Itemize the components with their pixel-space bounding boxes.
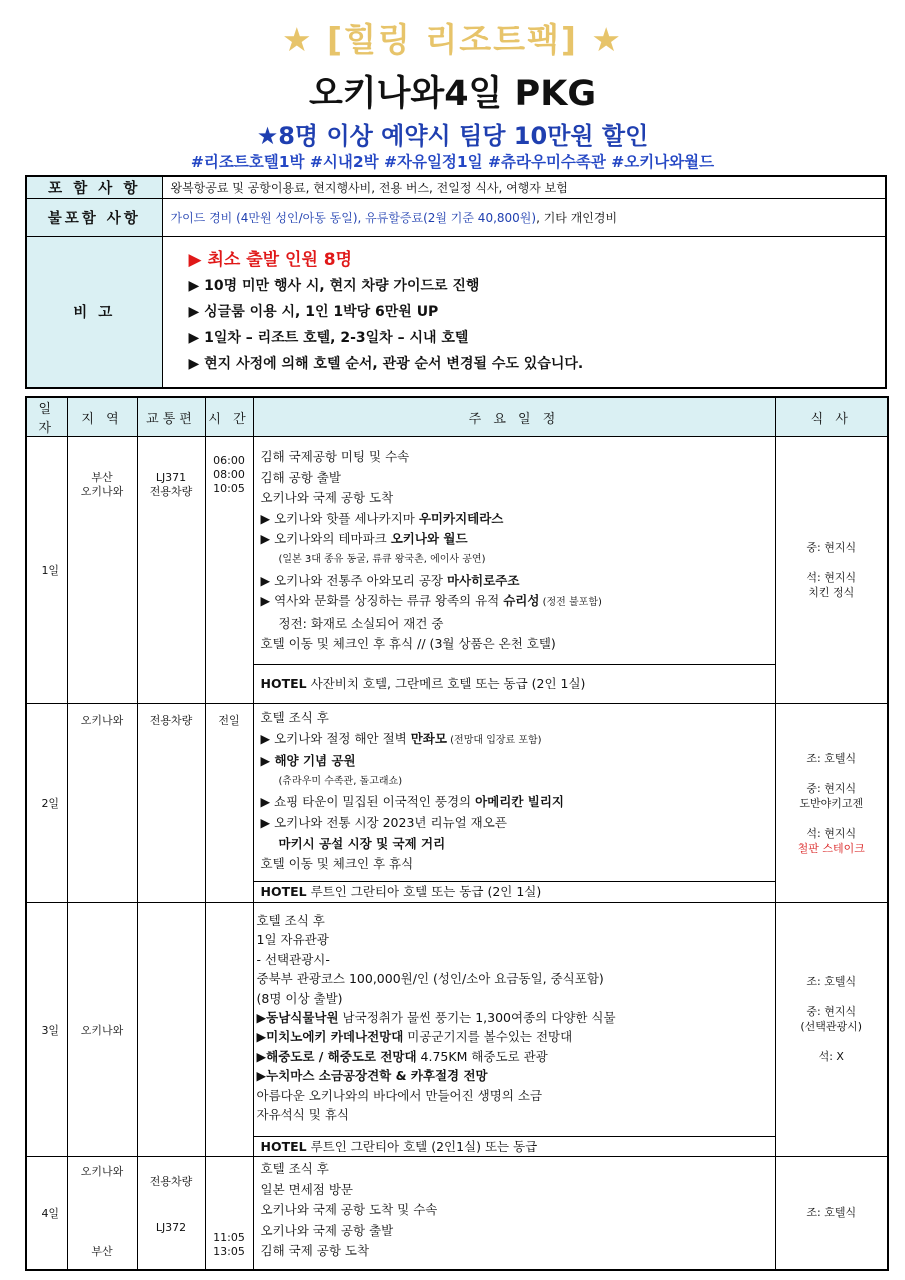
schedule-item: 김해 국제 공항 도착 [260, 1243, 370, 1259]
schedule-item: 호텔 조식 후 [260, 710, 329, 725]
schedule-item: ▶누치마스 소금공장견학 & 카후절경 전망 [256, 1068, 488, 1084]
remarks-list [162, 237, 886, 388]
time-cell [205, 437, 253, 704]
day-label: 3일 [26, 903, 67, 1157]
time-cell [205, 1157, 253, 1270]
meal-cell [775, 704, 888, 903]
meal-detail: 치킨 정식 [808, 586, 855, 599]
info-table [25, 175, 887, 389]
schedule-item: ▶ 역사와 문화를 상징하는 류큐 왕족의 유적 슈리성 (정전 불포함) [260, 593, 602, 609]
time-value: 08:00 [213, 468, 245, 481]
schedule-cell [253, 903, 775, 1157]
remark-item: ▶ 10명 미만 행사 시, 현지 차량 가이드로 진행 [188, 277, 480, 294]
meal-lunch: 중: 현지식 [806, 781, 857, 795]
transport-cell [137, 903, 205, 1157]
schedule-item: 자유석식 및 휴식 [256, 1107, 349, 1123]
meal-breakfast: 조: 호텔식 [806, 1206, 857, 1220]
schedule-note: (일본 3대 종유 동굴, 류큐 왕국촌, 에이사 공연) [278, 553, 486, 565]
schedule-item: 호텔 조식 후 [256, 913, 325, 928]
schedule-cell [253, 704, 775, 903]
day-label: 2일 [26, 704, 67, 903]
schedule-list [254, 911, 775, 1124]
time-cell [205, 903, 253, 1157]
schedule-list [254, 1157, 775, 1262]
col-header-schedule: 주 요 일 정 [253, 397, 775, 437]
schedule-cell [253, 1157, 775, 1270]
schedule-item: 오키나와 국제 공항 출발 [260, 1222, 394, 1238]
package-subtitle: 오키나와4일 PKG [308, 74, 597, 114]
transport-mode: 전용차량 [149, 1175, 193, 1188]
flight-number: LJ371 [155, 471, 187, 484]
day-row-2 [26, 704, 888, 903]
included-text: 왕복항공료 및 공항이용료, 현지행사비, 전용 버스, 전일정 식사, 여행자 보험 [162, 176, 886, 199]
meal-detail: 도반야키고젠 [799, 796, 864, 810]
schedule-item: ▶ 해양 기념 공원 [260, 753, 356, 769]
meal-breakfast: 조: 호텔식 [806, 751, 857, 765]
included-label: 포 함 사 항 [26, 176, 162, 199]
col-header-time: 시 간 [205, 397, 253, 437]
remark-item: ▶ 현지 사정에 의해 호텔 순서, 관광 순서 변경될 수도 있습니다. [188, 355, 584, 372]
schedule-item: 1일 자유관광 [256, 932, 329, 948]
schedule-note: 정전: 화재로 소실되어 재건 중 [278, 615, 444, 631]
meal-cell [775, 1157, 888, 1270]
transport-mode: 전용차량 [149, 485, 193, 498]
schedule-item: ▶해중도로 / 해중도로 전망대 4.75KM 해중도로 관광 [256, 1048, 548, 1064]
hashtags: #리조트호텔1박 #시내2박 #자유일정1일 #츄라우미수족관 #오키나와월드 [190, 153, 715, 171]
region-cell [67, 1157, 137, 1270]
meal-dinner: 석: X [818, 1049, 844, 1063]
region-name: 부산 [91, 471, 113, 484]
region-cell [67, 437, 137, 704]
time-value: 10:05 [213, 482, 245, 495]
schedule-item: 호텔 이동 및 체크인 후 휴식 // (3월 상품은 온천 호텔) [260, 636, 556, 652]
remark-min-people: ▶ 최소 출발 인원 8명 [188, 249, 353, 270]
meal-detail: 철판 스테이크 [797, 841, 865, 855]
region-name: 부산 [91, 1244, 113, 1258]
schedule-item: ▶ 오키나와의 테마파크 오키나와 월드 [260, 531, 468, 547]
excluded-text [162, 199, 886, 237]
schedule-item: 호텔 이동 및 체크인 후 휴식 [260, 856, 414, 872]
package-title: ★ [힐링 리조트팩] ★ [281, 20, 624, 59]
hotel-info: HOTEL 사잔비치 호텔, 그란메르 호텔 또는 동급 (2인 1실) [254, 664, 775, 703]
excluded-text-main: 가이드 경비 (4만원 성인/아동 동일), 유류할증료(2월 기준 40,800원) [170, 211, 537, 225]
time-value: 06:00 [213, 454, 245, 467]
schedule-cell [253, 437, 775, 704]
transport-cell [137, 1157, 205, 1270]
schedule-list [254, 708, 775, 875]
day-row-1 [26, 437, 888, 704]
meal-breakfast: 조: 호텔식 [806, 974, 857, 988]
col-header-day: 일 자 [26, 397, 67, 437]
col-header-transport: 교통편 [137, 397, 205, 437]
itinerary-table [25, 396, 889, 1271]
schedule-item: 오키나와 국제 공항 도착 및 수속 [260, 1202, 438, 1218]
schedule-item: ▶ 오키나와 핫플 세나카지마 우미카지테라스 [260, 510, 504, 526]
col-header-region: 지 역 [67, 397, 137, 437]
flight-number: LJ372 [155, 1221, 187, 1234]
schedule-item: 김해 국제공항 미팅 및 수속 [260, 449, 410, 464]
schedule-item: ▶동남식물낙원 남국정취가 물씬 풍기는 1,300여종의 다양한 식물 [256, 1010, 616, 1026]
transport-cell [137, 704, 205, 903]
time-value: 전일 [218, 714, 240, 727]
meal-dinner: 석: 현지식 [806, 571, 857, 584]
schedule-item: (8명 이상 출발) [256, 990, 343, 1006]
hotel-info: HOTEL 루트인 그란티아 호텔 또는 동급 (2인 1실) [254, 881, 775, 902]
remark-item: ▶ 1일차 – 리조트 호텔, 2-3일차 – 시내 호텔 [188, 329, 469, 346]
time-cell [205, 704, 253, 903]
region-name: 오키나와 [80, 1165, 124, 1178]
region-name: 오키나와 [80, 485, 124, 498]
region-cell [67, 704, 137, 903]
remark-item: ▶ 싱글룸 이용 시, 1인 1박당 6만원 UP [188, 303, 439, 320]
meal-cell [775, 437, 888, 704]
schedule-note: (츄라우미 수족관, 돌고래쇼) [278, 775, 403, 787]
day-label: 4일 [26, 1157, 67, 1270]
schedule-item: 중북부 관광코스 100,000원/인 (성인/소아 요금동일, 중식포함) [256, 971, 604, 987]
schedule-item: ▶ 오키나와 절정 해안 절벽 만좌모 (전망대 입장료 포함) [260, 730, 542, 746]
day-row-4 [26, 1157, 888, 1270]
schedule-item: ▶ 오키나와 전통 시장 2023년 리뉴얼 재오픈 [260, 814, 507, 830]
schedule-item: 아름다운 오키나와의 바다에서 만들어진 생명의 소금 [256, 1087, 543, 1103]
region-name: 오키나와 [80, 714, 124, 727]
time-value: 11:05 [213, 1230, 245, 1244]
meal-detail: (선택관광시) [800, 1019, 863, 1033]
schedule-list [254, 447, 775, 655]
region-cell [67, 903, 137, 1157]
meal-lunch: 중: 현지식 [806, 541, 857, 554]
schedule-item: 호텔 조식 후 [260, 1161, 329, 1176]
schedule-item: - 선택관광시- [256, 951, 330, 967]
schedule-item: ▶ 오키나와 전통주 아와모리 공장 마사히로주조 [260, 572, 520, 588]
transport-cell [137, 437, 205, 704]
transport-mode: 전용차량 [149, 714, 193, 727]
meal-dinner: 석: 현지식 [806, 826, 857, 840]
excluded-label: 불포함 사항 [26, 199, 162, 237]
remarks-label: 비 고 [26, 237, 162, 388]
day-row-3 [26, 903, 888, 1157]
excluded-text-extra: , 기타 개인경비 [536, 211, 618, 225]
time-value: 13:05 [213, 1244, 245, 1258]
schedule-item: 김해 공항 출발 [260, 469, 341, 485]
day-label: 1일 [26, 437, 67, 704]
schedule-item: 마키시 공설 시장 및 국제 거리 [278, 835, 446, 851]
hotel-info: HOTEL 루트인 그란티아 호텔 (2인1실) 또는 동급 [254, 1136, 775, 1156]
region-name: 오키나와 [80, 1023, 124, 1037]
schedule-item: 일본 면세점 방문 [260, 1181, 353, 1197]
promo-text: ★8명 이상 예약시 팀당 10만원 할인 [256, 122, 649, 150]
meal-cell [775, 903, 888, 1157]
meal-lunch: 중: 현지식 [806, 1004, 857, 1018]
schedule-item: ▶미치노에키 카데나전망대 미공군기지를 볼수있는 전망대 [256, 1029, 573, 1045]
schedule-item: 오키나와 국제 공항 도착 [260, 490, 394, 506]
col-header-meal: 식 사 [775, 397, 888, 437]
schedule-item: ▶ 쇼핑 타운이 밀집된 이국적인 풍경의 아메리칸 빌리지 [260, 794, 564, 810]
